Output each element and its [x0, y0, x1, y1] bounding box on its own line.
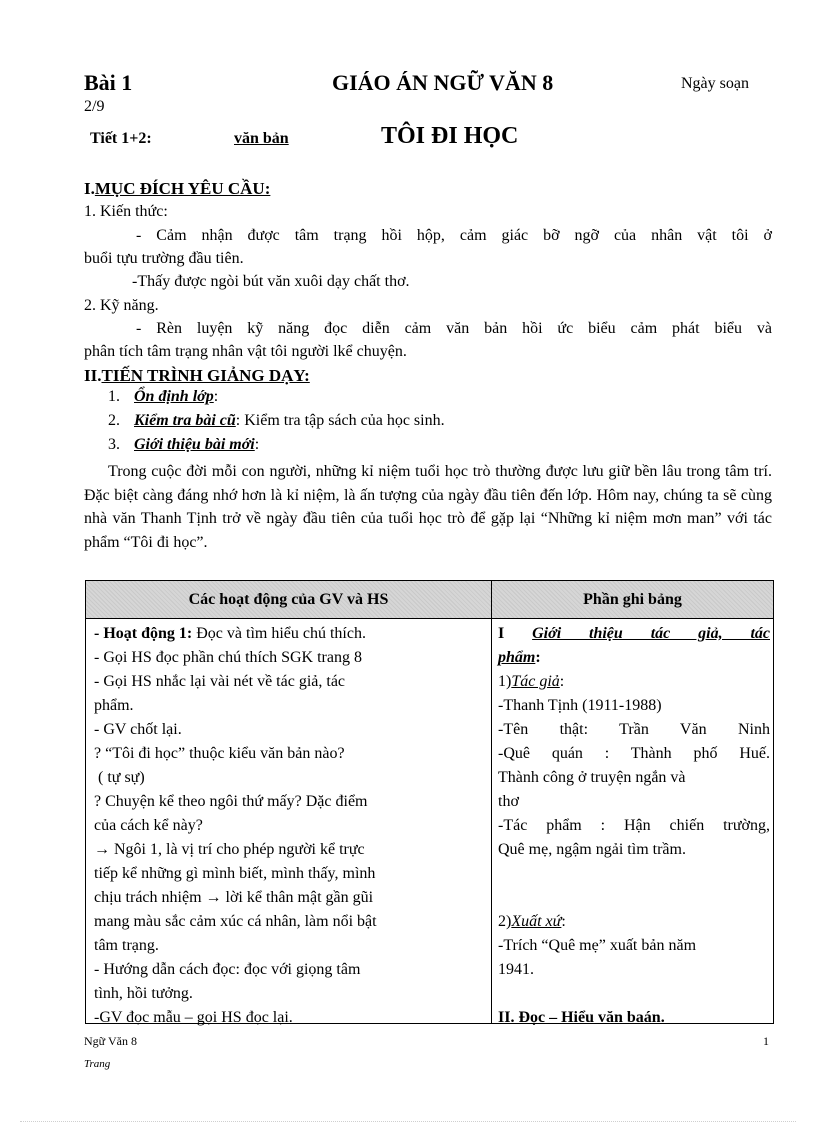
section2-heading-num: II.	[84, 366, 102, 385]
note-punct: :	[535, 649, 541, 666]
note-punct: :	[561, 913, 566, 930]
section1-heading-text: MỤC ĐÍCH YÊU CẦU:	[94, 179, 271, 198]
note-num: 1)	[498, 673, 512, 690]
step-item	[108, 388, 218, 406]
step-text: :	[254, 436, 260, 453]
activity-table	[85, 580, 774, 1024]
note-section1-title-cont	[498, 646, 770, 670]
work-title: TÔI ĐI HỌC	[381, 123, 519, 149]
footer-trang-label: Trang	[84, 1058, 111, 1070]
activity-line: - Gọi HS đọc phần chú thích SGK trang 8	[94, 649, 362, 666]
note-section1-title	[498, 622, 770, 646]
activity-line: chịu trách nhiệm → lời kể thân mật gần gũi	[94, 889, 374, 906]
knowledge-item-2: -Thấy được ngòi bút văn xuôi dạy chất thơ.	[132, 273, 410, 290]
note-line: Quê mẹ, ngậm ngải tìm trầm.	[498, 841, 686, 858]
note-origin-heading	[498, 910, 770, 934]
knowledge-item-1a: - Cảm nhận được tâm trạng hồi hộp, cảm giác bỡ ngỡ của nhân vật tôi ở	[136, 227, 772, 244]
activity-line: tiếp kể những gì mình biết, mình thấy, mình	[94, 865, 376, 882]
note-line: -Quê quán : Thành phố Huế.	[498, 745, 770, 762]
skill-label: 2. Kỹ năng.	[84, 297, 159, 314]
skill-item-1b: phân tích tâm trạng nhân vật tôi người lkể chuyện.	[84, 343, 407, 360]
step-text: :	[213, 388, 219, 405]
activities-cell	[94, 622, 486, 1030]
activity-line: → Ngôi 1, là vị trí cho phép người kể trực	[94, 841, 365, 858]
step-item	[108, 436, 259, 454]
note-section-title: phẩm	[498, 649, 536, 666]
section2-heading	[84, 364, 772, 388]
section1-heading	[84, 177, 772, 201]
note-section2-title: II. Đọc – Hiểu văn baán.	[498, 1009, 665, 1026]
step-label: Ổn định lớp	[134, 388, 214, 405]
date-value: 2/9	[84, 98, 105, 115]
activity-line: -GV đọc mẫu – gọi HS đọc lại.	[94, 1009, 293, 1026]
activity-line: mang màu sắc cảm xúc cá nhân, làm nổi bật	[94, 913, 377, 930]
note-line: -Trích “Quê mẹ” xuất bản năm	[498, 937, 697, 954]
step-label: Kiểm tra bài cũ	[134, 412, 236, 429]
activity-line: ? “Tôi đi học” thuộc kiểu văn bản nào?	[94, 745, 345, 762]
date-label: Ngày soạn	[681, 75, 749, 92]
note-origin-label: Xuất xứ	[511, 913, 562, 930]
activity-line: tâm trạng.	[94, 937, 159, 954]
step-item	[108, 412, 445, 430]
step-text: : Kiểm tra tập sách của học sinh.	[235, 412, 445, 429]
text-type-label: văn bản	[234, 130, 289, 147]
activity-line: phẩm.	[94, 697, 134, 714]
step-label: Giới thiệu bài mới	[134, 436, 255, 453]
note-num: 2)	[498, 913, 512, 930]
step-number: 2.	[108, 412, 120, 429]
note-author-label: Tác giả	[511, 673, 560, 690]
note-punct: :	[559, 673, 565, 690]
activity-line: - GV chốt lại.	[94, 721, 182, 738]
section2-heading-text: TIẾN TRÌNH GIẢNG DẠY:	[101, 366, 310, 385]
column-divider	[491, 619, 492, 1023]
activity-line: ( tự sự)	[98, 769, 145, 786]
page-bottom-rule	[20, 1121, 796, 1122]
knowledge-item-1b: buổi tựu trường đầu tiên.	[84, 250, 244, 267]
activity-line: tình, hồi tưởng.	[94, 985, 193, 1002]
knowledge-label: 1. Kiến thức:	[84, 203, 168, 220]
activity-line: ? Chuyện kể theo ngôi thứ mấy? Dặc điểm	[94, 793, 368, 810]
note-line: 1941.	[498, 961, 534, 978]
period-label: Tiết 1+2:	[90, 130, 152, 147]
activity-line	[94, 622, 486, 646]
board-notes-cell	[498, 622, 770, 1030]
intro-paragraph: Trong cuộc đời mỗi con người, những kỉ niệm tuổi học trò thường được lưu giữ bền lâu trong tâm trí. Đặc biệt càng đáng nhớ hơn là kỉ niệm, là ấn tượng của ngày đầu tiên đến lớp. Hôm nay, chúng ta sẽ cùng nhà văn Thanh Tịnh trở về ngày đầu tiên của tuổi học trò để gặp lại “Những kỉ niệm mơn man” với tác phẩm “Tôi đi học”.	[84, 463, 772, 551]
skill-item-1a: - Rèn luyện kỹ năng đọc diễn cảm văn bản hồi ức biểu cảm phát biểu và	[136, 320, 772, 337]
activity-text: Đọc và tìm hiểu chú thích.	[192, 625, 366, 642]
step-number: 3.	[108, 436, 120, 453]
note-section-title: Giới thiệu tác giả, tác	[532, 625, 770, 642]
activity-label: - Hoạt động 1:	[94, 625, 193, 642]
activity-line: của cách kể này?	[94, 817, 203, 834]
column-header-board-notes: Phần ghi bảng	[492, 581, 773, 619]
step-number: 1.	[108, 388, 120, 405]
note-line: -Tên thật: Trần Văn Ninh	[498, 721, 770, 738]
footer-page-number: 1	[763, 1034, 769, 1048]
note-line: -Thanh Tịnh (1911-1988)	[498, 697, 662, 714]
lesson-label: Bài 1	[84, 70, 133, 95]
activity-line: - Hướng dẫn cách đọc: đọc với giọng tâm	[94, 961, 361, 978]
activity-line: - Gọi HS nhắc lại vài nét về tác giả, tác	[94, 673, 346, 690]
column-header-activities: Các hoạt động của GV và HS	[86, 581, 492, 619]
note-author-heading	[498, 670, 770, 694]
document-title: GIÁO ÁN NGỮ VĂN 8	[332, 70, 554, 95]
section1-heading-num: I.	[84, 179, 95, 198]
note-line: thơ	[498, 793, 519, 810]
note-line: Thành công ở truyện ngắn và	[498, 769, 686, 786]
note-line: -Tác phẩm : Hận chiến trường,	[498, 817, 770, 834]
footer-subject: Ngữ Văn 8	[84, 1034, 137, 1048]
note-section-num: I	[498, 625, 533, 642]
